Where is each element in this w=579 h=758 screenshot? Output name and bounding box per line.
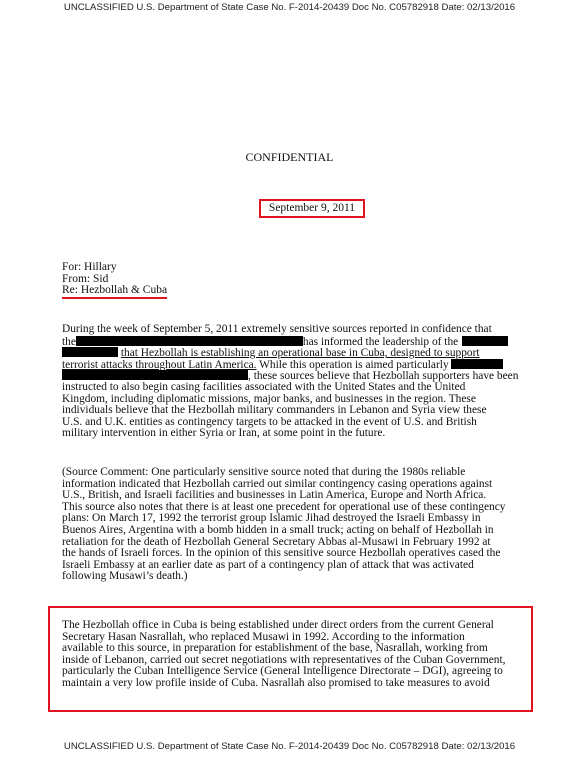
p1-line	[62, 347, 518, 359]
p1-text: , these sources believe that Hezbollah supporters have been	[248, 370, 519, 383]
p3-line: available to this source, in preparation for establishment of the base, Nasrallah, working from	[62, 642, 488, 655]
memo-header	[62, 262, 167, 297]
p1-line: Kingdom, including diplomatic missions, major banks, and businesses in the region. These	[62, 392, 476, 405]
p1-line	[62, 336, 518, 348]
redaction-block	[462, 336, 508, 346]
redaction-block	[76, 336, 303, 346]
page-header: UNCLASSIFIED U.S. Department of State Case No. F-2014-20439 Doc No. C05782918 Date: 02/13/2016	[63, 2, 516, 13]
paragraph-1	[62, 324, 518, 440]
memo-subject: Re: Hezbollah & Cuba	[62, 284, 167, 299]
p2-line: Israeli Embassy at an earlier date as part of a contingency plan of attack that was activated	[62, 558, 474, 571]
p1-text: While this operation is aimed particularly	[256, 358, 449, 371]
p2-line: Buenos Aires, Argentina with a bomb hidden in a small truck; acting on behalf of Hezbollah in	[62, 523, 494, 536]
p1-line: instructed to also begin casing facilities associated with the United States and the United	[62, 380, 466, 393]
memo-date	[259, 199, 365, 218]
redaction-block	[62, 347, 118, 357]
p1-line: During the week of September 5, 2011 extremely sensitive sources reported in confidence that	[62, 323, 492, 335]
p3-line: Secretary Hasan Nasrallah, who replaced Musawi in 1992. According to the information	[62, 630, 465, 643]
memo-date-text: September 9, 2011	[268, 202, 356, 214]
memo-from: From: Sid	[62, 272, 109, 285]
paragraph-2	[62, 467, 505, 583]
p1-text: terrorist attacks throughout Latin America.	[62, 358, 257, 371]
p1-text: that Hezbollah is establishing an operational base in Cuba, designed to support	[120, 347, 480, 360]
p2-line: plans: On March 17, 1992 the terrorist group Islamic Jihad destroyed the Israeli Embassy in	[62, 512, 481, 525]
p1-line	[62, 359, 518, 371]
p2-line: following Musawi’s death.)	[62, 570, 188, 583]
p2-line: This source also notes that there is at least one precedent for operational use of these contingency	[62, 500, 506, 513]
p3-line: The Hezbollah office in Cuba is being established under direct orders from the current General	[62, 619, 494, 631]
memo-for: For: Hillary	[62, 261, 117, 273]
p3-line: maintain a very low profile inside of Cuba. Nasrallah also promised to take measures to avoid	[62, 676, 490, 689]
p2-line: information indicated that Hezbollah carried out similar contingency casing operations against	[62, 477, 493, 490]
p2-line: U.S., British, and Israeli facilities and businesses in Latin America, Europe and North Africa.	[62, 489, 487, 502]
p3-line: particularly the Cuban Intelligence Service (General Intelligence Directorate – DGI), agreeing to	[62, 665, 503, 678]
paragraph-3	[62, 620, 505, 690]
p1-line: military intervention in either Syria or Iran, at some point in the future.	[62, 427, 386, 440]
redaction-block	[62, 370, 248, 380]
redaction-block	[451, 359, 503, 369]
p1-line: individuals believe that the Hezbollah military commanders in Lebanon and Syria view these	[62, 404, 487, 417]
p3-line: inside of Lebanon, carried out secret negotiations with representatives of the Cuban Government,	[62, 653, 506, 666]
p1-text: the	[62, 335, 76, 348]
classification-marking: CONFIDENTIAL	[245, 150, 334, 164]
p2-line: retaliation for the death of Hezbollah General Secretary Abbas al-Musawi in February 1992 at	[62, 535, 491, 548]
page-footer: UNCLASSIFIED U.S. Department of State Case No. F-2014-20439 Doc No. C05782918 Date: 02/13/2016	[63, 741, 516, 752]
p2-line: the hands of Israeli forces. In the opinion of this sensitive source Hezbollah operatives cased the	[62, 547, 501, 560]
p1-text: has informed the leadership of the	[302, 335, 459, 348]
p2-line: (Source Comment: One particularly sensitive source noted that during the 1980s reliable	[62, 466, 466, 478]
p1-line: U.S. and U.K. entities as contingency targets to be attacked in the event of U.S. and British	[62, 415, 477, 428]
